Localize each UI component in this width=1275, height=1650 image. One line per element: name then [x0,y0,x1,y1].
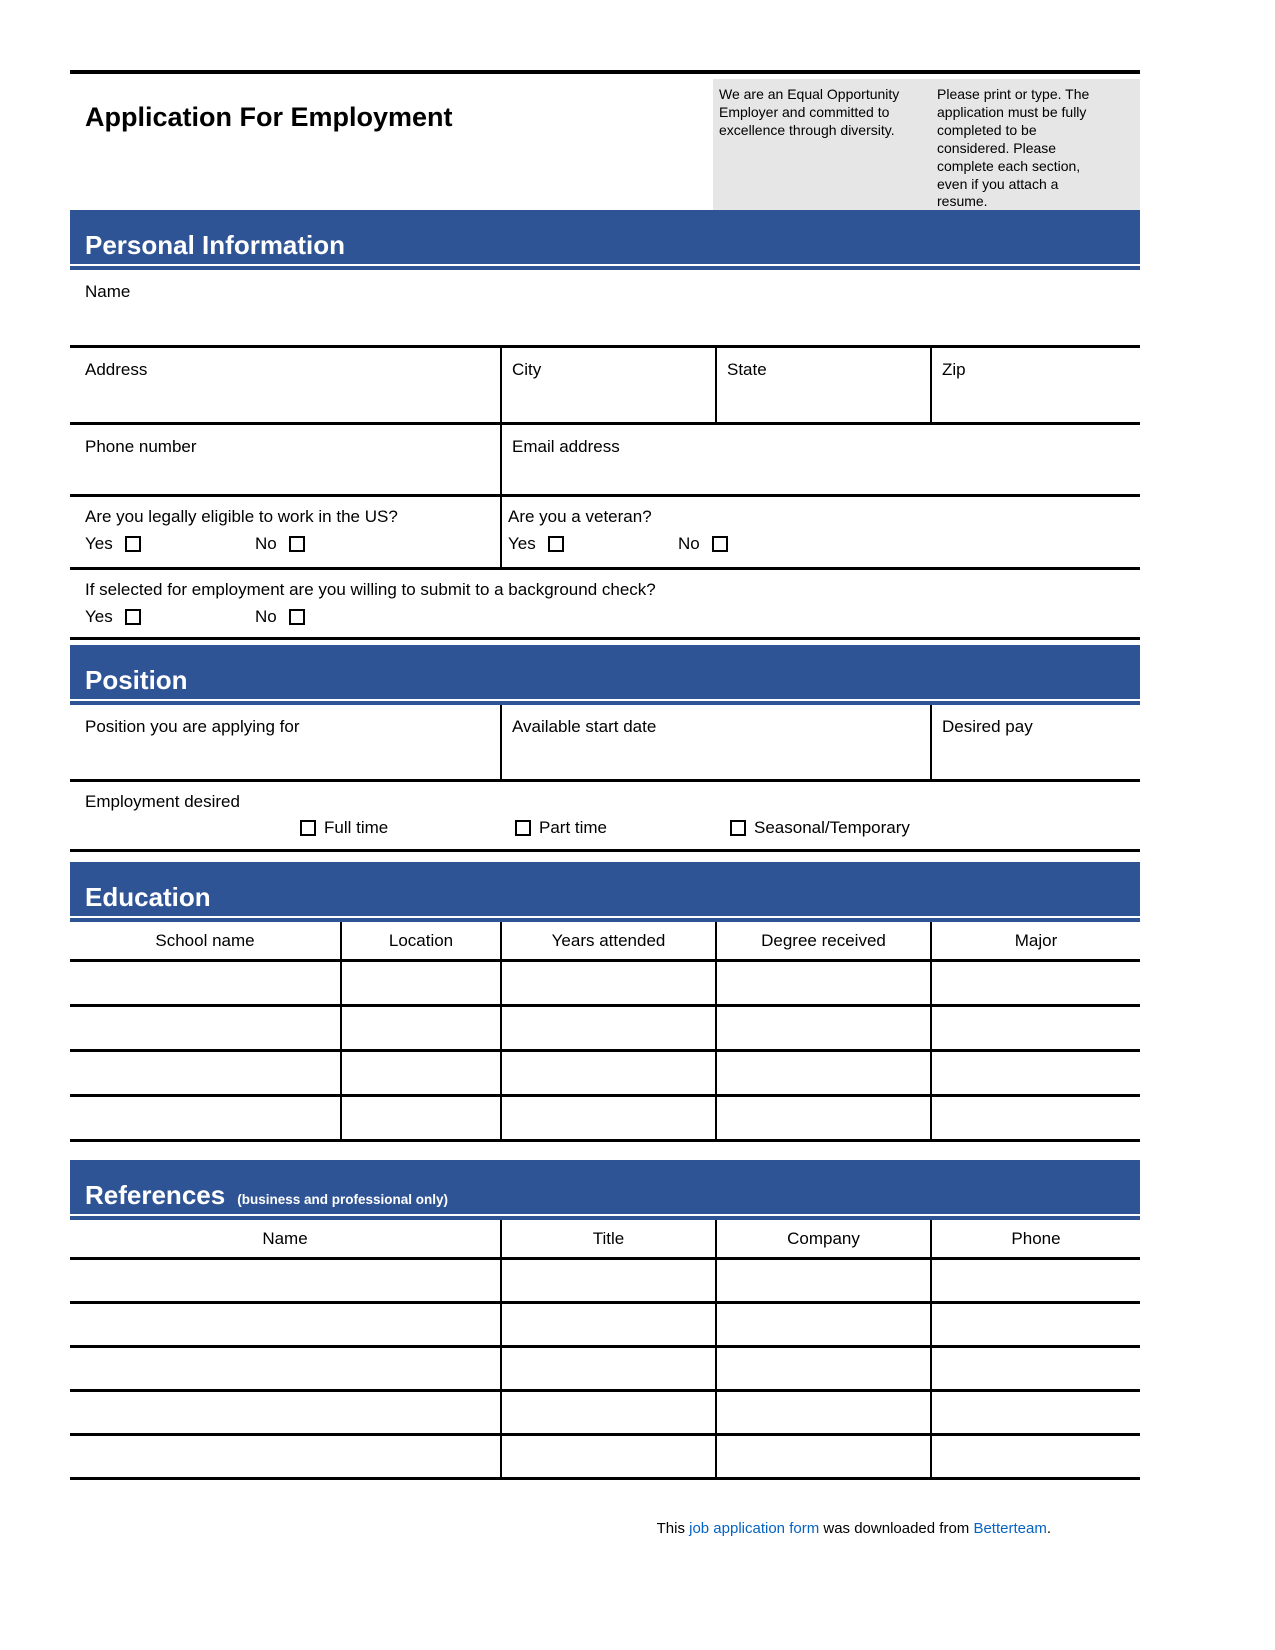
reference-title-cell[interactable] [500,1304,715,1345]
eligible-yes-label: Yes [85,534,113,553]
reference-name-cell[interactable] [70,1260,500,1301]
education-major-cell[interactable] [930,1007,1140,1049]
work-eligibility-field [70,497,500,567]
references-col-company: Company [715,1220,930,1257]
education-degree-cell[interactable] [715,962,930,1004]
reference-title-cell[interactable] [500,1436,715,1477]
references-subheading: (business and professional only) [237,1191,448,1207]
fulltime-option [300,818,388,838]
eligible-no-option [255,534,305,554]
education-row [70,1007,1140,1052]
education-row [70,1052,1140,1097]
address-field[interactable] [70,348,500,422]
personal-heading: Personal Information [85,230,346,260]
position-row [70,705,1140,782]
references-row [70,1348,1140,1392]
reference-company-cell[interactable] [715,1304,930,1345]
phone-label: Phone number [85,437,197,456]
references-row [70,1436,1140,1480]
references-col-name: Name [262,1228,308,1248]
background-yes-option [85,607,255,627]
notice-box [713,79,1140,221]
veteran-no-checkbox[interactable] [712,536,728,552]
veteran-yes-checkbox[interactable] [548,536,564,552]
position-applying-label: Position you are applying for [85,717,300,736]
seasonal-option [730,818,910,838]
address-label: Address [85,360,148,379]
references-heading: References [85,1180,226,1210]
education-col-location: Location [340,922,500,959]
document-header [70,70,1140,210]
parttime-label: Part time [539,818,608,837]
parttime-option [515,818,607,838]
education-col-degree: Degree received [715,922,930,959]
position-heading: Position [85,665,188,695]
footer-attribution [70,1520,1140,1537]
notice-instructions-text: Please print or type. The application must be fully completed to be considered. Please complete each section, even if you attach a resume. [937,86,1090,210]
reference-company-cell[interactable] [715,1348,930,1389]
veteran-question: Are you a veteran? [508,507,652,526]
veteran-yes-label: Yes [508,534,536,553]
desired-pay-label: Desired pay [942,717,1033,736]
references-col-title: Title [500,1220,715,1257]
education-location-cell[interactable] [340,1052,500,1094]
education-years-cell[interactable] [500,962,715,1004]
background-check-question: If selected for employment are you willing to submit to a background check? [85,580,656,599]
section-header-personal [70,210,1140,270]
education-years-cell[interactable] [500,1052,715,1094]
email-label: Email address [512,437,620,456]
education-school-cell[interactable] [70,1007,340,1049]
seasonal-label: Seasonal/Temporary [754,818,910,837]
eligible-yes-checkbox[interactable] [125,536,141,552]
education-degree-cell[interactable] [715,1052,930,1094]
reference-company-cell[interactable] [715,1392,930,1433]
education-major-cell[interactable] [930,1097,1140,1139]
name-label: Name [85,282,131,301]
education-degree-cell[interactable] [715,1097,930,1139]
education-school-cell[interactable] [70,962,340,1004]
work-eligibility-options [85,534,500,554]
reference-title-cell[interactable] [500,1392,715,1433]
background-no-label: No [255,607,277,626]
reference-phone-cell[interactable] [930,1392,1140,1433]
employment-desired-row [70,782,1140,852]
veteran-no-label: No [678,534,700,553]
references-row [70,1392,1140,1436]
footer-text-prefix: This [656,1520,690,1537]
references-col-phone: Phone [930,1220,1140,1257]
zip-field[interactable] [930,348,1140,422]
references-row [70,1260,1140,1304]
reference-title-cell[interactable] [500,1260,715,1301]
veteran-field [500,497,1140,567]
eligibility-row [70,497,1140,570]
education-col-major: Major [930,922,1140,959]
education-school-cell[interactable] [70,1052,340,1094]
background-check-row [70,570,1140,640]
references-table [70,1220,1140,1480]
education-location-cell[interactable] [340,1007,500,1049]
start-date-field[interactable] [500,705,930,779]
reference-title-cell[interactable] [500,1348,715,1389]
background-yes-checkbox[interactable] [125,609,141,625]
city-field[interactable] [500,348,715,422]
education-location-cell[interactable] [340,962,500,1004]
education-school-cell[interactable] [70,1097,340,1139]
reference-name-cell[interactable] [70,1304,500,1345]
eligible-no-label: No [255,534,277,553]
education-table [70,922,1140,1142]
position-applying-field[interactable] [70,705,500,779]
background-yes-label: Yes [85,607,113,626]
reference-name-cell[interactable] [70,1392,500,1433]
section-header-references [70,1160,1140,1220]
reference-phone-cell[interactable] [930,1436,1140,1477]
education-years-cell[interactable] [500,1007,715,1049]
phone-field[interactable] [70,425,500,494]
reference-phone-cell[interactable] [930,1348,1140,1389]
background-no-option [255,607,305,627]
desired-pay-field[interactable] [930,705,1140,779]
reference-name-cell[interactable] [70,1348,500,1389]
footer-link-job-application-form[interactable]: job application form [689,1520,820,1537]
section-header-education [70,862,1140,922]
education-years-cell[interactable] [500,1097,715,1139]
start-date-label: Available start date [512,717,657,736]
fulltime-checkbox[interactable] [300,820,316,836]
reference-phone-cell[interactable] [930,1260,1140,1301]
veteran-options [508,534,1140,554]
footer-text-middle: was downloaded from [819,1520,974,1537]
education-table-header [70,922,1140,962]
notice-eeo-text: We are an Equal Opportunity Employer and committed to excellence through diversity. [719,86,900,138]
section-header-position [70,645,1140,705]
education-location-cell[interactable] [340,1097,500,1139]
notice-eeo [717,86,937,211]
education-major-cell[interactable] [930,962,1140,1004]
work-eligibility-question: Are you legally eligible to work in the US? [85,507,398,526]
education-major-cell[interactable] [930,1052,1140,1094]
education-col-school: School name [155,930,255,950]
background-check-options [85,607,1140,627]
state-label: State [727,360,767,379]
address-row [70,348,1140,425]
veteran-no-option [678,534,728,554]
parttime-checkbox[interactable] [515,820,531,836]
city-label: City [512,360,542,379]
zip-label: Zip [942,360,966,379]
seasonal-checkbox[interactable] [730,820,746,836]
phone-email-row [70,425,1140,497]
reference-phone-cell[interactable] [930,1304,1140,1345]
state-field[interactable] [715,348,930,422]
notice-instructions [937,86,1140,211]
eligible-yes-option [85,534,255,554]
reference-company-cell[interactable] [715,1436,930,1477]
veteran-yes-option [508,534,678,554]
education-row [70,962,1140,1007]
education-heading: Education [85,882,211,912]
employment-desired-label: Employment desired [85,792,240,811]
footer-link-betterteam[interactable]: Betterteam [973,1520,1047,1537]
footer-text-suffix: . [1046,1520,1051,1537]
fulltime-label: Full time [324,818,389,837]
eligible-no-checkbox[interactable] [289,536,305,552]
education-row [70,1097,1140,1142]
email-field[interactable] [500,425,1140,494]
page-title: Application For Employment [85,102,453,132]
reference-company-cell[interactable] [715,1260,930,1301]
references-row [70,1304,1140,1348]
education-col-years: Years attended [500,922,715,959]
references-table-header [70,1220,1140,1260]
reference-name-cell[interactable] [70,1436,500,1477]
education-degree-cell[interactable] [715,1007,930,1049]
background-no-checkbox[interactable] [289,609,305,625]
name-field[interactable] [70,270,1140,348]
